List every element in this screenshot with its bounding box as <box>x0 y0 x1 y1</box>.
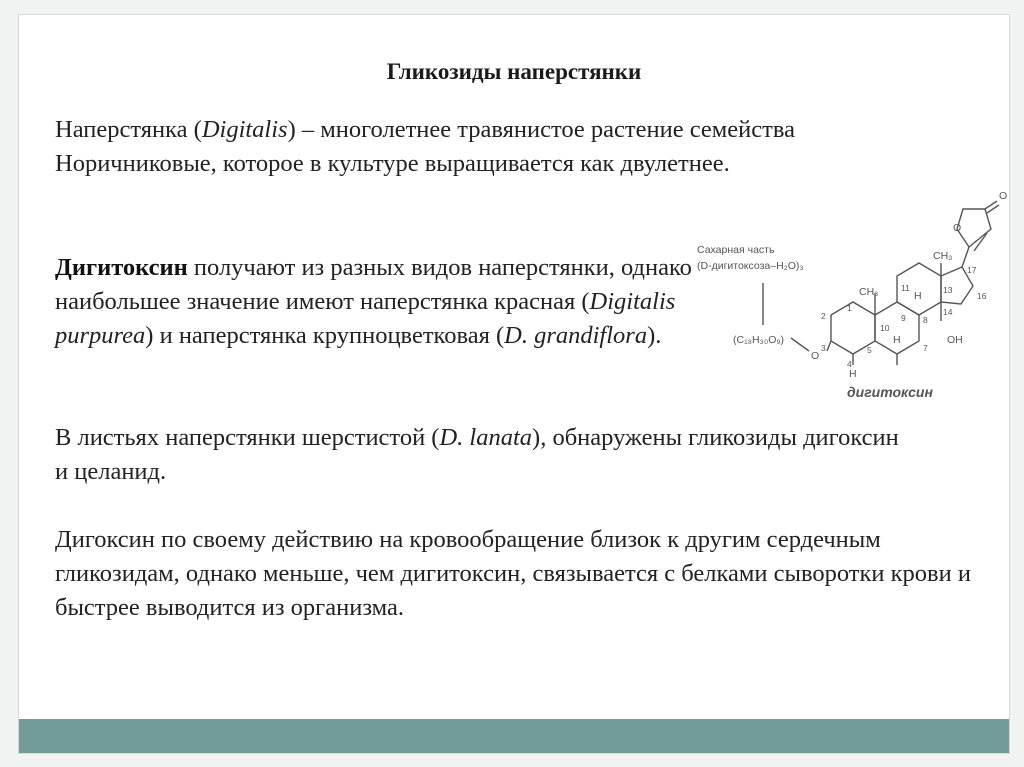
latin-name: D. grandiflora <box>504 322 648 349</box>
h-label: H <box>893 334 901 346</box>
h-label: H <box>914 290 922 302</box>
paragraph-digitoxin <box>55 251 735 353</box>
atom-number: 7 <box>923 343 928 353</box>
h-label: H <box>849 368 857 380</box>
text: ), обнаружены гликозиды дигоксин и целанид. <box>55 424 899 485</box>
text: получают из разных видов наперстянки, однако наибольшее значение имеют наперстянка красная ( <box>55 254 692 315</box>
atom-number: 2 <box>821 311 826 321</box>
paragraph-lanata <box>55 421 915 489</box>
text: В листьях наперстянки шерстистой ( <box>55 424 440 451</box>
text: ) – многолетнее травянистое растение семейства Норичниковые, которое в культуре выращивается как двулетнее. <box>55 116 795 177</box>
digitoxin-structure-diagram <box>671 183 1007 413</box>
term-digitoxin: Дигитоксин <box>55 254 188 281</box>
latin-name: Digitalis <box>201 116 288 143</box>
text: Дигоксин по своему действию на кровообращение близок к другим сердечным гликозидам, однако меньше, чем дигитоксин, связывается с белками сыворотки крови и быстрее выводится из организма. <box>55 526 971 621</box>
latin-name: Digitalis purpurea <box>55 288 676 349</box>
atom-number: 1 <box>847 303 852 313</box>
ether-oxygen: O <box>811 350 820 362</box>
atom-number: 13 <box>943 285 953 295</box>
sugar-label-line1: Сахарная часть <box>697 244 775 256</box>
sugar-formula: (C₁₈H₃₀O₉) <box>733 334 785 346</box>
structure-caption: дигитоксин <box>847 384 933 400</box>
lactone-oxygen: O <box>953 222 962 234</box>
atom-number: 5 <box>867 345 872 355</box>
atom-number: 8 <box>923 315 928 325</box>
text: Наперстянка ( <box>55 116 202 143</box>
atom-number: 14 <box>943 307 953 317</box>
atom-number: 4 <box>847 359 852 369</box>
atom-number: 9 <box>901 313 906 323</box>
text: ) и наперстянка крупноцветковая ( <box>145 322 505 349</box>
paragraph-digoxin <box>55 523 985 625</box>
methyl-group-top: CH₃ <box>933 250 953 262</box>
slide-title: Гликозиды наперстянки <box>386 59 642 84</box>
latin-name: D. lanata <box>439 424 533 451</box>
atom-number: 16 <box>977 291 987 301</box>
paragraph-digitalis-intro <box>55 113 915 181</box>
footer-bar <box>19 719 1009 753</box>
text: ). <box>647 322 662 349</box>
atom-number: 10 <box>880 323 890 333</box>
methyl-group-left: CH₃ <box>859 286 879 298</box>
atom-number: 11 <box>901 283 910 293</box>
slide <box>18 14 1010 754</box>
sugar-label-line2: (D-дигитоксоза–H₂O)₃ <box>697 260 804 272</box>
hydroxyl-group: OH <box>947 334 963 346</box>
carbonyl-oxygen: O <box>999 190 1007 202</box>
atom-number: 17 <box>967 265 977 275</box>
atom-number: 3 <box>821 343 826 353</box>
